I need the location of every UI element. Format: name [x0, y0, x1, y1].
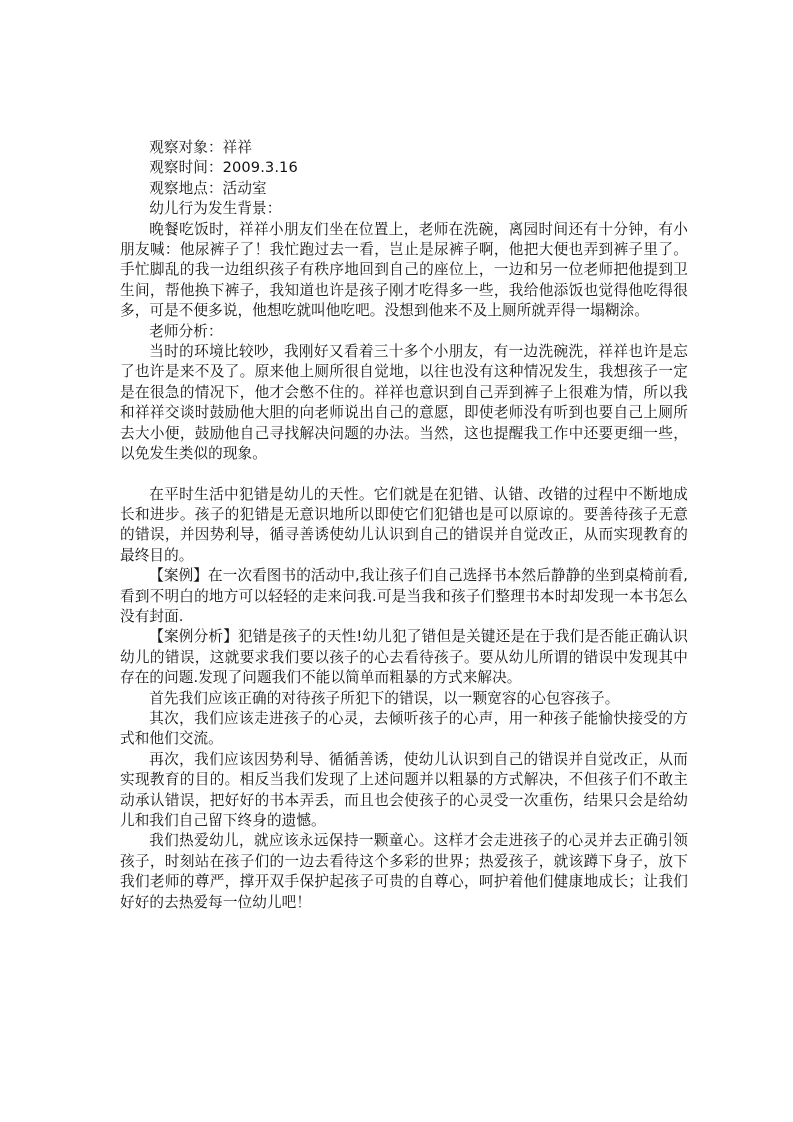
third-point-paragraph: 再次，我们应该因势利导、循循善诱，使幼儿认识到自己的错误并自觉改正，从而实现教育的目的。相反当我们发现了上述问题并以粗暴的方式解决，不但孩子们不敢主动承认错误，把好好的书本弄丢，而且也会使孩子的心灵受一次重伤，结果只会是给幼儿和我们自己留下终身的遗憾。 [120, 750, 688, 829]
analysis-heading: 老师分析： [149, 322, 223, 340]
background-paragraph: 晚餐吃饭时，祥祥小朋友们坐在位置上，老师在洗碗，离园时间还有十分钟，有小朋友喊：他尿裤子了！我忙跑过去一看，岂止是尿裤子啊，他把大便也弄到裤子里了。手忙脚乱的我一边组织孩子有秩序地回到自己的座位上，一边和另一位老师把他提到卫生间，帮他换下裤子，我知道也许是孩子刚才吃得多一些，我给他添饭也觉得他吃得很多，可是不便多说，他想吃就叫他吃吧。没想到他来不及上厕所就弄得一塌糊涂。 [120, 220, 688, 320]
case-paragraph: 【案例】在一次看图书的活动中,我让孩子们自己选择书本然后静静的坐到桌椅前看,看到不明白的地方可以轻轻的走来问我.可是当我和孩子们整理书本时却发现一本书怎么没有封面. [120, 567, 688, 625]
document-page [120, 138, 688, 913]
reflection-paragraph: 在平时生活中犯错是幼儿的天性。它们就是在犯错、认错、改错的过程中不断地成长和进步。孩子的犯错是无意识地所以即使它们犯错也是可以原谅的。要善待孩子无意的错误，并因势利导，循寻善诱使幼儿认识到自己的错误并自觉改正，从而实现教育的最终目的。 [120, 485, 688, 564]
blank-line [120, 465, 688, 485]
first-point-paragraph: 首先我们应该正确的对待孩子所犯下的错误，以一颗宽容的心包容孩子。 [149, 689, 620, 707]
second-point-paragraph: 其次，我们应该走进孩子的心灵，去倾听孩子的心声，用一种孩子能愉快接受的方式和他们交流。 [120, 709, 688, 748]
observation-time: 观察时间：2009.3.16 [149, 159, 298, 177]
observation-place: 观察地点：活动室 [149, 179, 267, 197]
analysis-paragraph: 当时的环境比较吵，我刚好又看着三十多个小朋友，有一边洗碗洗，祥祥也许是忘了也许是来不及了。原来他上厕所很自觉地，以往也没有这种情况发生，我想孩子一定是在很急的情况下，他才会憋不住的。祥祥也意识到自己弄到裤子上很难为情，所以我和祥祥交谈时鼓励他大胆的向老师说出自己的意愿，即使老师没有听到也要自己上厕所去大小便，鼓励他自己寻找解决问题的办法。当然，这也提醒我工作中还要更细一些，以免发生类似的现象。 [120, 343, 688, 463]
background-heading: 幼儿行为发生背景： [149, 200, 282, 218]
case-analysis-paragraph: 【案例分析】犯错是孩子的天性!幼儿犯了错但是关键还是在于我们是否能正确认识幼儿的错误，这就要求我们要以孩子的心去看待孩子。要从幼儿所谓的错误中发现其中存在的问题.发现了问题我们不能以简单而粗暴的方式来解决。 [120, 628, 688, 687]
conclusion-paragraph: 我们热爱幼儿，就应该永远保持一颗童心。这样才会走进孩子的心灵并去正确引领孩子，时刻站在孩子们的一边去看待这个多彩的世界；热爱孩子，就该蹲下身子，放下我们老师的尊严，撑开双手保护起孩子可贵的自尊心，呵护着他们健康地成长；让我们好好的去热爱每一位幼儿吧！ [120, 832, 688, 911]
observation-target: 观察对象：祥祥 [149, 139, 253, 156]
